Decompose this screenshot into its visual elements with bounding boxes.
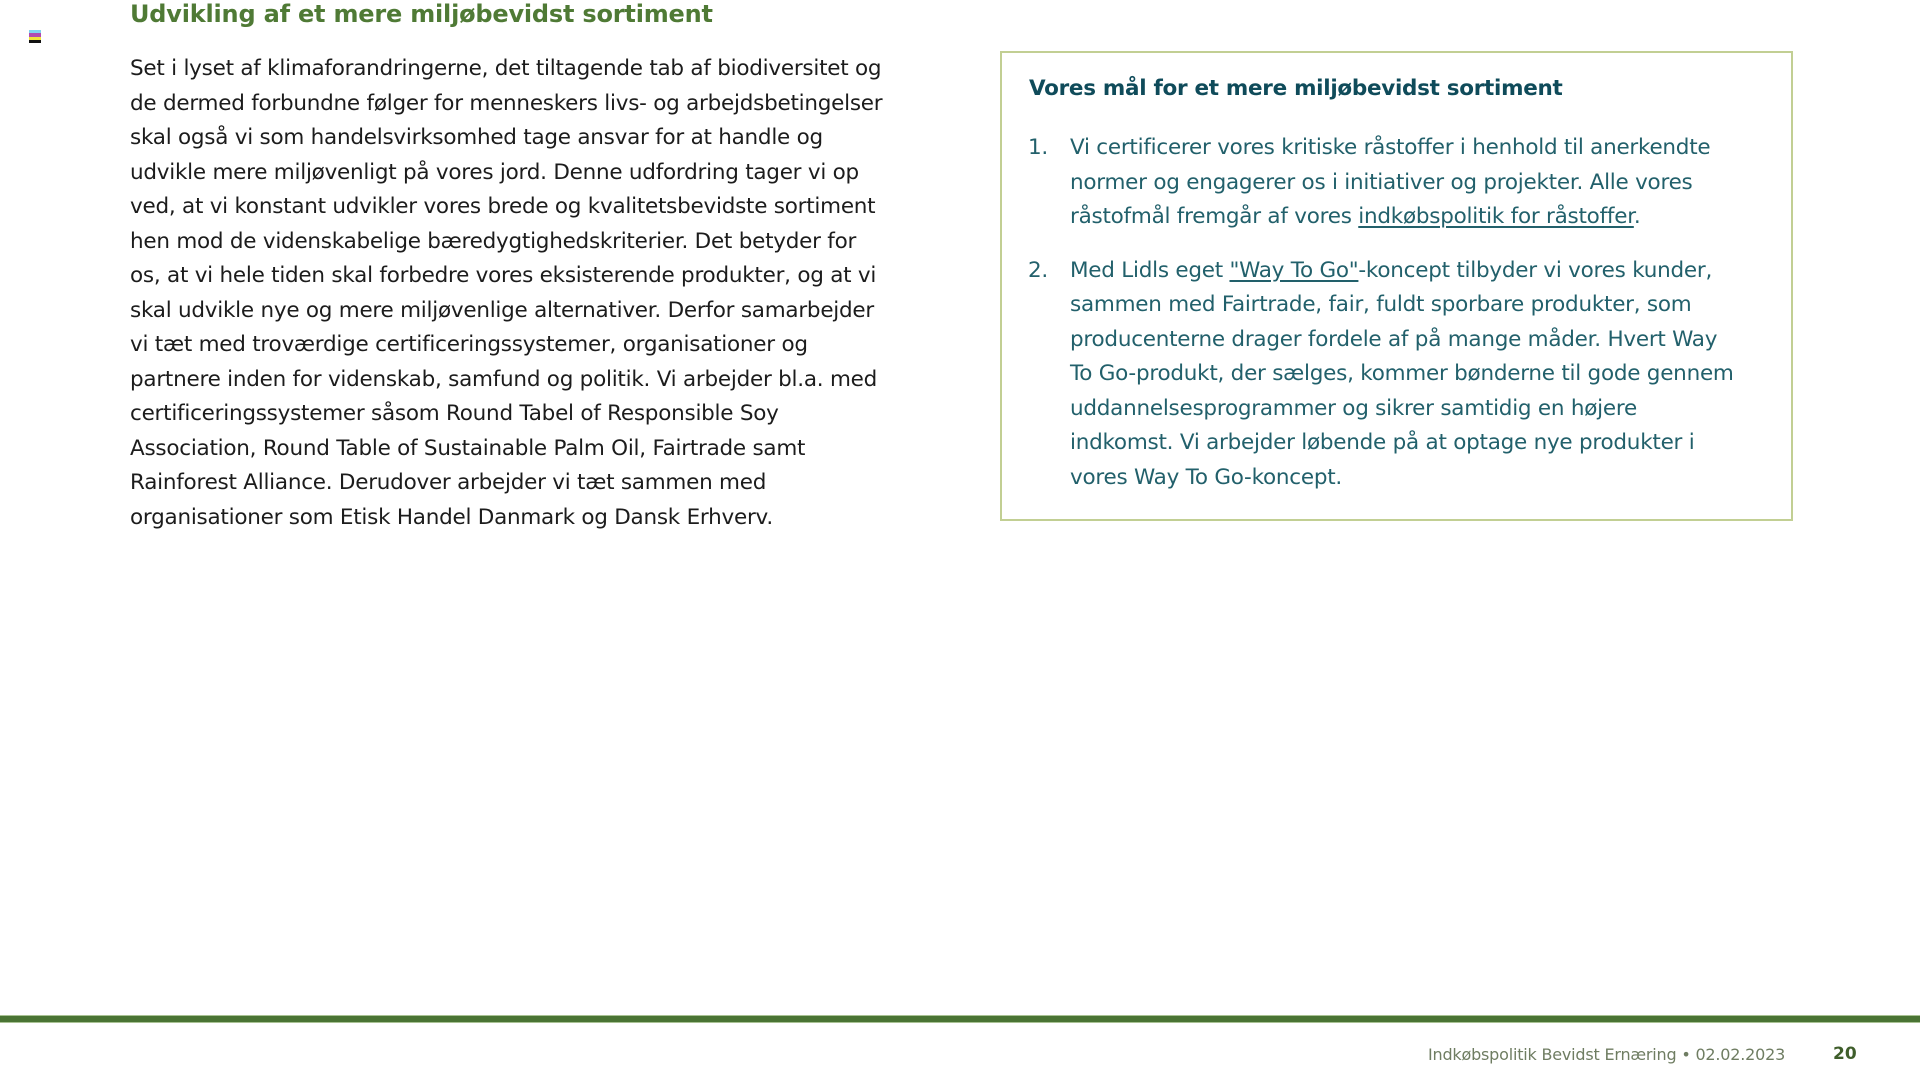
- raw-materials-policy-link[interactable]: indkøbspolitik for råstoffer: [1358, 204, 1634, 229]
- goal-text: -koncept tilbyder vi vores kunder,: [1358, 257, 1713, 283]
- goal-line: [1070, 200, 1791, 235]
- body-line: Rainforest Alliance. Derudover arbejder vi tæt sammen med: [130, 470, 767, 495]
- list-number: 1.: [1028, 135, 1049, 160]
- goals-title: Vores mål for et mere miljøbevidst sortiment: [1029, 76, 1563, 101]
- goal-line: uddannelsesprogrammer og sikrer samtidig en højere: [1070, 395, 1637, 421]
- footer-document-label: Indkøbspolitik Bevidst Ernæring • 02.02.2023: [1428, 1045, 1786, 1064]
- goal-text: .: [1633, 204, 1641, 229]
- body-line: hen mod de videnskabelige bæredygtighedskriterier. Det betyder for: [130, 228, 857, 254]
- list-number: 2.: [1028, 257, 1049, 283]
- way-to-go-link[interactable]: "Way To Go": [1229, 257, 1359, 283]
- footer-divider: [0, 1016, 1920, 1022]
- body-line: certificeringssystemer såsom Round Tabel of Responsible Soy: [130, 401, 779, 426]
- goal-text: råstofmål fremgår af vores: [1070, 204, 1359, 229]
- goal-line: sammen med Fairtrade, fair, fuldt sporbare produkter, som: [1070, 292, 1692, 317]
- goal-line: To Go-produkt, der sælges, kommer bønderne til gode gennem: [1070, 361, 1734, 386]
- page-heading: Udvikling af et mere miljøbevidst sortiment: [130, 0, 713, 28]
- goal-text: Med Lidls eget: [1070, 257, 1230, 283]
- goal-line: normer og engagerer os i initiativer og projekter. Alle vores: [1070, 169, 1693, 195]
- body-line: vi tæt med troværdige certificeringssystemer, organisationer og: [130, 332, 808, 357]
- body-line: partnere inden for videnskab, samfund og politik. Vi arbejder bl.a. med: [130, 366, 878, 392]
- color-bars-icon: [29, 30, 41, 43]
- body-line: os, at vi hele tiden skal forbedre vores eksisterende produkter, og at vi: [130, 263, 877, 288]
- goals-callout-box: [1000, 51, 1793, 521]
- goal-line: indkomst. Vi arbejder løbende på at optage nye produkter i: [1070, 430, 1695, 455]
- goal-item-1: [1002, 131, 1791, 235]
- goal-item-2: [1002, 254, 1791, 496]
- goal-line: Vi certificerer vores kritiske råstoffer i henhold til anerkendte: [1070, 135, 1711, 160]
- goal-line: vores Way To Go-koncept.: [1070, 464, 1342, 490]
- body-line: de dermed forbundne følger for menneskers livs- og arbejdsbetingelser: [130, 90, 883, 116]
- page-number: 20: [1833, 1044, 1857, 1064]
- body-line: ved, at vi konstant udvikler vores brede og kvalitetsbevidste sortiment: [130, 194, 876, 219]
- goal-line: [1070, 254, 1791, 289]
- body-line: skal udvikle nye og mere miljøvenlige alternativer. Derfor samarbejder: [130, 297, 874, 323]
- body-line: Association, Round Table of Sustainable Palm Oil, Fairtrade samt: [130, 435, 806, 461]
- goal-line: producenterne drager fordele af på mange måder. Hvert Way: [1070, 326, 1718, 352]
- body-line: skal også vi som handelsvirksomhed tage ansvar for at handle og: [130, 125, 823, 150]
- body-paragraph: [130, 52, 930, 535]
- body-line: Set i lyset af klimaforandringerne, det tiltagende tab af biodiversitet og: [130, 56, 882, 81]
- body-line: udvikle mere miljøvenligt på vores jord. Denne udfordring tager vi op: [130, 159, 859, 185]
- black-bar: [29, 40, 41, 43]
- body-line: organisationer som Etisk Handel Danmark og Dansk Erhverv.: [130, 504, 773, 530]
- goals-list: [1002, 131, 1791, 514]
